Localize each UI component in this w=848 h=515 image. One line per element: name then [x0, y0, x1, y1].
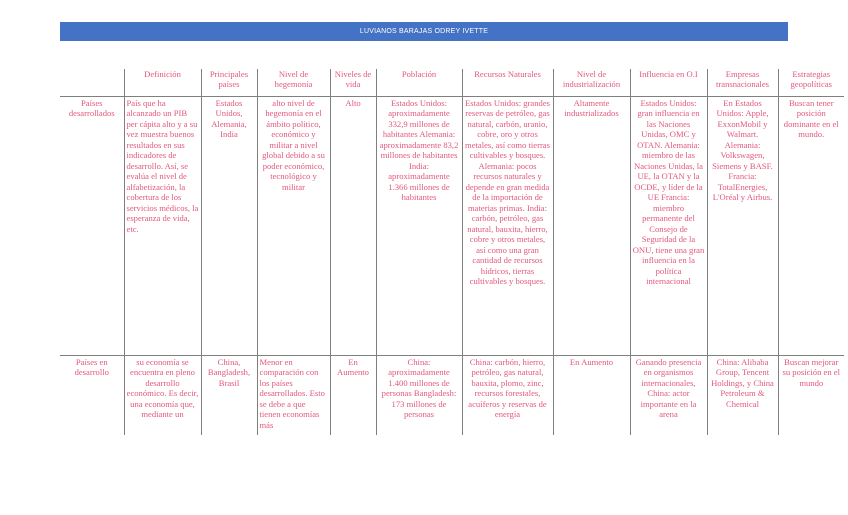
table-cell: China: carbón, hierro, petróleo, gas natural, bauxita, plomo, zinc, recursos forestales, acuíferos y reservas de energía [462, 356, 553, 436]
table-row [60, 97, 844, 356]
table-cell: Estados Unidos, Alemania, India [201, 97, 257, 356]
column-header: Recursos Naturales [462, 69, 553, 97]
table-cell: Estados Unidos: grandes reservas de petróleo, gas natural, carbón, uranio, cobre, oro y otros metales, así como tierras cultivables y bosques. Alemania: pocos recursos naturales y depende en gran medida de la importación de materias primas. India: carbón, petróleo, gas natural, bauxita, hierro, cobre y otros metales, así como una gran cantidad de recursos hídricos, tierras cultivables y bosques. [462, 97, 553, 356]
table-cell: País que ha alcanzado un PIB per cápita alto y a su vez muestra buenos resultados en sus indicadores de desarrollo. Así, se evalúa el nivel de alfabetización, la cobertura de los servicios médicos, la esperanza de vida, etc. [124, 97, 201, 356]
column-header [60, 69, 124, 97]
table-cell: Buscan tener posición dominante en el mundo. [778, 97, 844, 356]
table-cell: Estados Unidos: gran influencia en las Naciones Unidas, OMC y OTAN. Alemania: miembro de las Naciones Unidas, la UE, la OTAN y la OCDE, y líder de la UE Francia: miembro permanente del Consejo de Seguridad de la ONU, tiene una gran influencia en la política internacional [630, 97, 707, 356]
column-header: Nivel de hegemonía [257, 69, 330, 97]
column-header: Influencia en O.I [630, 69, 707, 97]
table-cell: Buscan mejorar su posición en el mundo [778, 356, 844, 436]
table-cell: China: aproximadamente 1.400 millones de personas Bangladesh: 173 millones de personas [376, 356, 462, 436]
comparison-table [60, 69, 844, 435]
table-cell: Ganando presencia en organismos internacionales, China: actor importante en la arena [630, 356, 707, 436]
header-row [60, 69, 844, 97]
column-header: Niveles de vida [330, 69, 376, 97]
column-header: Principales países [201, 69, 257, 97]
row-label: Países desarrollados [60, 97, 124, 356]
table-cell: alto nivel de hegemonía en el ámbito político, económico y militar a nivel global debido a su poder económico, tecnológico y militar [257, 97, 330, 356]
column-header: Nivel de industrialización [553, 69, 630, 97]
table-cell: su economía se encuentra en pleno desarrollo económico. Es decir, una economía que, mediante un [124, 356, 201, 436]
row-label: Países en desarrollo [74, 357, 109, 378]
table-cell: Altamente industrializados [553, 97, 630, 356]
table-cell: Alto [330, 97, 376, 356]
table-cell: China, Bangladesh, Brasil [201, 356, 257, 436]
table-cell: China: Alibaba Group, Tencent Holdings, y China Petroleum & Chemical [707, 356, 778, 436]
column-header: Definición [124, 69, 201, 97]
table-cell: Menor en comparación con los países desarrollados. Esto se debe a que tienen economías más [257, 356, 330, 436]
column-header: Estrategias geopolíticas [778, 69, 844, 97]
title-bar [60, 22, 788, 41]
table-cell: En Aumento [330, 356, 376, 436]
table-cell: En Aumento [553, 356, 630, 436]
table-cell: En Estados Unidos: Apple, ExxonMobil y Walmart. Alemania: Volkswagen, Siemens y BASF. Francia: TotalEnergies, L'Oréal y Airbus. [707, 97, 778, 356]
column-header: Población [376, 69, 462, 97]
table-row [60, 356, 844, 436]
title-text: LUVIANOS BARAJAS ODREY IVETTE [359, 28, 489, 35]
column-header: Empresas transnacionales [707, 69, 778, 97]
table-cell: Estados Unidos: aproximadamente 332,9 millones de habitantes Alemania: aproximadamente 83,2 millones de habitantes India: aproximadamente 1.366 millones de habitantes [376, 97, 462, 356]
